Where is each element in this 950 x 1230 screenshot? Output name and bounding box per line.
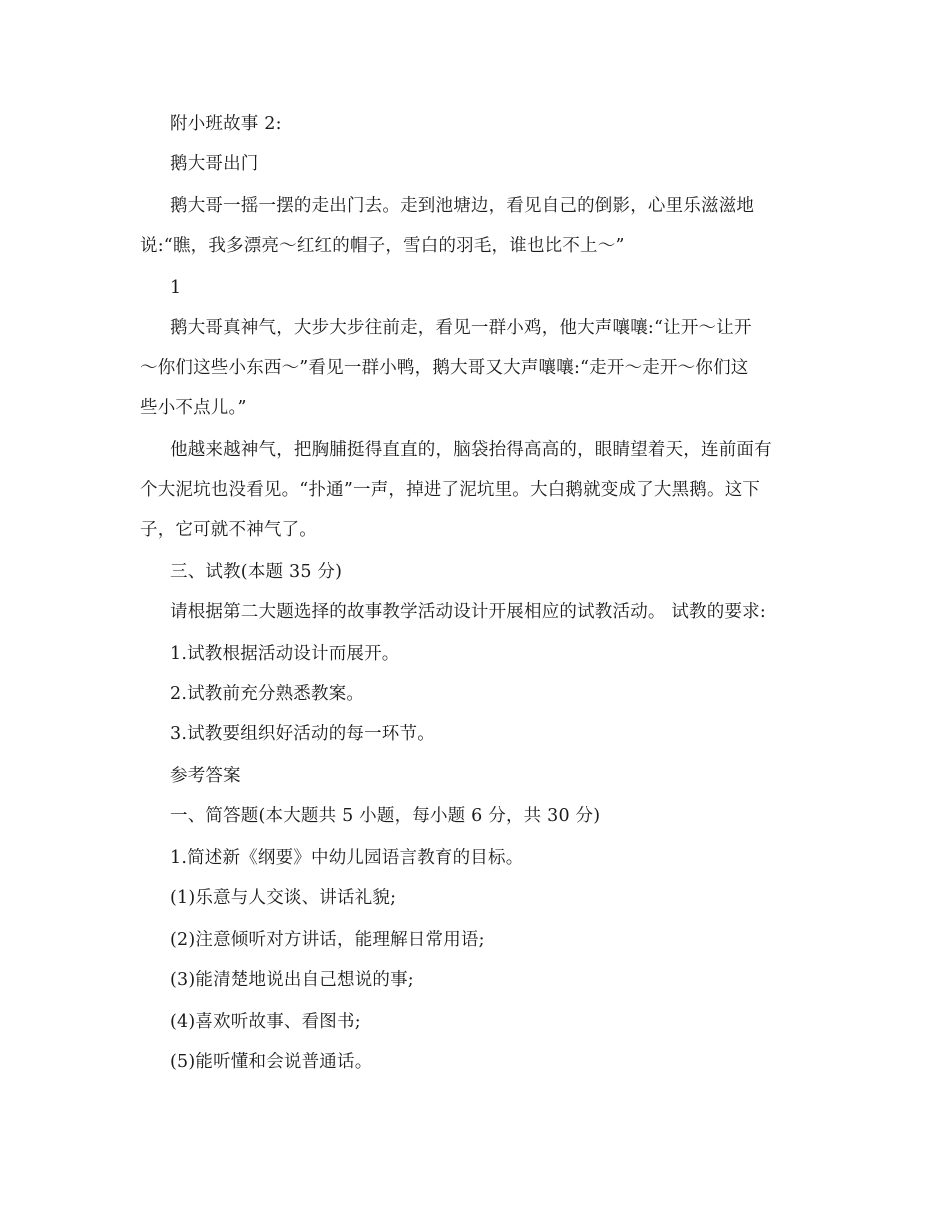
list-item: (5)能听懂和会说普通话。 xyxy=(170,1052,373,1072)
paragraph-line: 鹅大哥真神气，大步大步往前走，看见一群小鸡，他大声嚷嚷:“让开～让开 xyxy=(170,318,752,338)
list-item: (2)注意倾听对方讲话，能理解日常用语; xyxy=(170,930,485,950)
story-title: 鹅大哥出门 xyxy=(170,154,259,174)
section-heading: 三、试教(本题 35 分) xyxy=(170,562,343,582)
paragraph-line: 个大泥坑也没看见。“扑通”一声，掉进了泥坑里。大白鹅就变成了大黑鹅。这下 xyxy=(140,480,761,500)
list-item: 1.试教根据活动设计而展开。 xyxy=(170,644,400,664)
list-item: (3)能清楚地说出自己想说的事; xyxy=(170,970,414,990)
list-item: 2.试教前充分熟悉教案。 xyxy=(170,684,365,704)
paragraph-line: 鹅大哥一摇一摆的走出门去。走到池塘边，看见自己的倒影，心里乐滋滋地 xyxy=(170,196,755,216)
paragraph-line: 些小不点儿。” xyxy=(140,398,247,418)
list-item: 3.试教要组织好活动的每一环节。 xyxy=(170,724,435,744)
paragraph-line: 说:“瞧，我多漂亮～红红的帽子，雪白的羽毛，谁也比不上～” xyxy=(140,236,625,256)
list-item: (1)乐意与人交谈、讲话礼貌; xyxy=(170,888,397,908)
appendix-heading: 附小班故事 2: xyxy=(170,114,282,134)
paragraph-line: 请根据第二大题选择的故事教学活动设计开展相应的试教活动。 试教的要求: xyxy=(170,602,766,622)
page-number: 1 xyxy=(170,278,182,298)
paragraph-line: 子，它可就不神气了。 xyxy=(140,520,317,540)
paragraph-line: ～你们这些小东西～”看见一群小鸭，鹅大哥又大声嚷嚷:“走开～走开～你们这 xyxy=(140,358,749,378)
answer-heading: 参考答案 xyxy=(170,766,241,786)
paragraph-line: 他越来越神气，把胸脯挺得直直的，脑袋抬得高高的，眼睛望着天，连前面有 xyxy=(170,440,772,460)
list-item: (4)喜欢听故事、看图书; xyxy=(170,1012,361,1032)
section-heading: 一、简答题(本大题共 5 小题，每小题 6 分，共 30 分) xyxy=(170,806,601,826)
question-line: 1.简述新《纲要》中幼儿园语言教育的目标。 xyxy=(170,848,524,868)
